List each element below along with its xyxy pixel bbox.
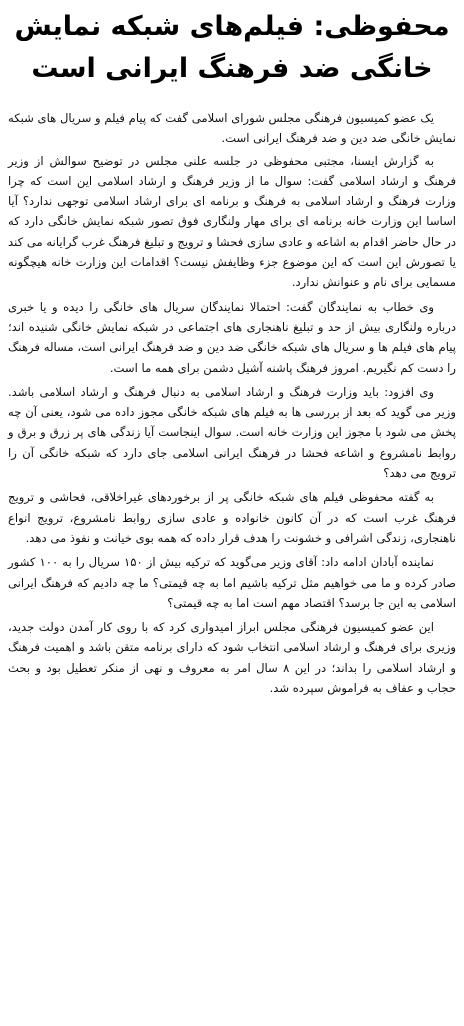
article-headline xyxy=(0,0,464,94)
headline-line-1: محفوظی: فیلم‌های شبکه نمایش xyxy=(14,11,450,42)
paragraph-7: این عضو کمیسیون فرهنگی مجلس ابراز امیدواری کرد که با روی کار آمدن دولت جدید، وزیری برای فرهنگ و ارشاد اسلامی انتخاب شود که دارای برنامه متقن باشد و اهمیت فرهنگ و ارشاد اسلامی را بداند؛ در این ۸ سال امر به معروف و نهی از منکر تعطیل بود و بحث حجاب و عفاف به فراموش سپرده شد. xyxy=(8,620,456,696)
paragraph-5: به گفته محفوظی فیلم های شبکه خانگی پر از برخوردهای غیراخلاقی، فحاشی و ترویج فرهنگ غرب است که در آن کانون خانواده و عادی سازی روابط نامشروع، ترویج انواع ناهنجاری، زندگی اشرافی و خشونت را هدف قرار داده که همه بوی خیانت و نفوذ می دهد. xyxy=(8,490,456,545)
paragraph-6: نماینده آبادان ادامه داد: آقای وزیر می‌گوید که ترکیه بیش از ۱۵۰ سریال را به ۱۰۰ کشور صادر کرده و ما می خواهیم مثل ترکیه باشیم اما به چه قیمتی؟ ما چه دادیم که فرهنگ ایرانی اسلامی به این جا برسد؟ اقتصاد مهم است اما به چه قیمتی؟ xyxy=(8,555,456,610)
paragraph-1: یک عضو کمیسیون فرهنگی مجلس شورای اسلامی گفت که پیام فیلم و سریال های شبکه نمایش خانگی ضد دین و ضد فرهنگ ایرانی است. xyxy=(8,111,456,146)
article-body xyxy=(8,108,456,702)
paragraph-4: وی افزود: باید وزارت فرهنگ و ارشاد اسلامی به دنبال فرهنگ و ارشاد اسلامی باشد. وزیر می گوید که بعد از بررسی ها به فیلم های شبکه خانگی مجوز داده می شود، یعنی آن چه پخش می شود با مجوز این وزارت خانه است. سوال اینجاست آیا زندگی های پر زرق و برق و روابط نامشروع و اشاعه فحشا در فرهنگ ایرانی اسلامی جای دارد که شبکه خانگی آن را ترویج می دهد؟ xyxy=(8,384,456,481)
paragraph-3: وی خطاب به نمایندگان گفت: احتمالا نمایندگان سریال های خانگی را دیده و یا خبری درباره ولنگاری بیش از حد و تبلیغ ناهنجاری های اجتماعی در شبکه نمایش خانگی شنیده اند؛ پیام های فیلم ها و سریال های شبکه خانگی ضد دین و ضد فرهنگ ایرانی است، مساله فرهنگ را دست کم نگیریم. امروز فرهنگ پاشنه آشیل دشمن برای همه ما است. xyxy=(8,299,456,375)
paragraph-2: به گزارش ایسنا، مجتبی محفوظی در جلسه علنی مجلس در توضیح سوالش از وزیر فرهنگ و ارشاد اسلامی گفت: سوال ما از وزیر فرهنگ و ارشاد اسلامی این است که چرا وزارت فرهنگ و ارشاد اسلامی به فرهنگ و برنامه ای برای ارشاد اسلامی توجهی ندارد؟ آیا اساسا این وزارت خانه برنامه ای برای مهار ولنگاری فوق تصور شبکه نمایش خانگی دارد که در حال حاضر اقدام به اشاعه و عادی سازی فحشا و ترویج و تبلیغ فرهنگ غرب گرایانه می کند یا تصورش این است که این موضوع جزء وظایفش نیست؟ اقدامات این وزارت خانه هیچگونه مسمایی برای نام و عنوانش ندارد. xyxy=(8,153,456,290)
headline-line-2: خانگی ضد فرهنگ ایرانی است xyxy=(31,53,433,84)
